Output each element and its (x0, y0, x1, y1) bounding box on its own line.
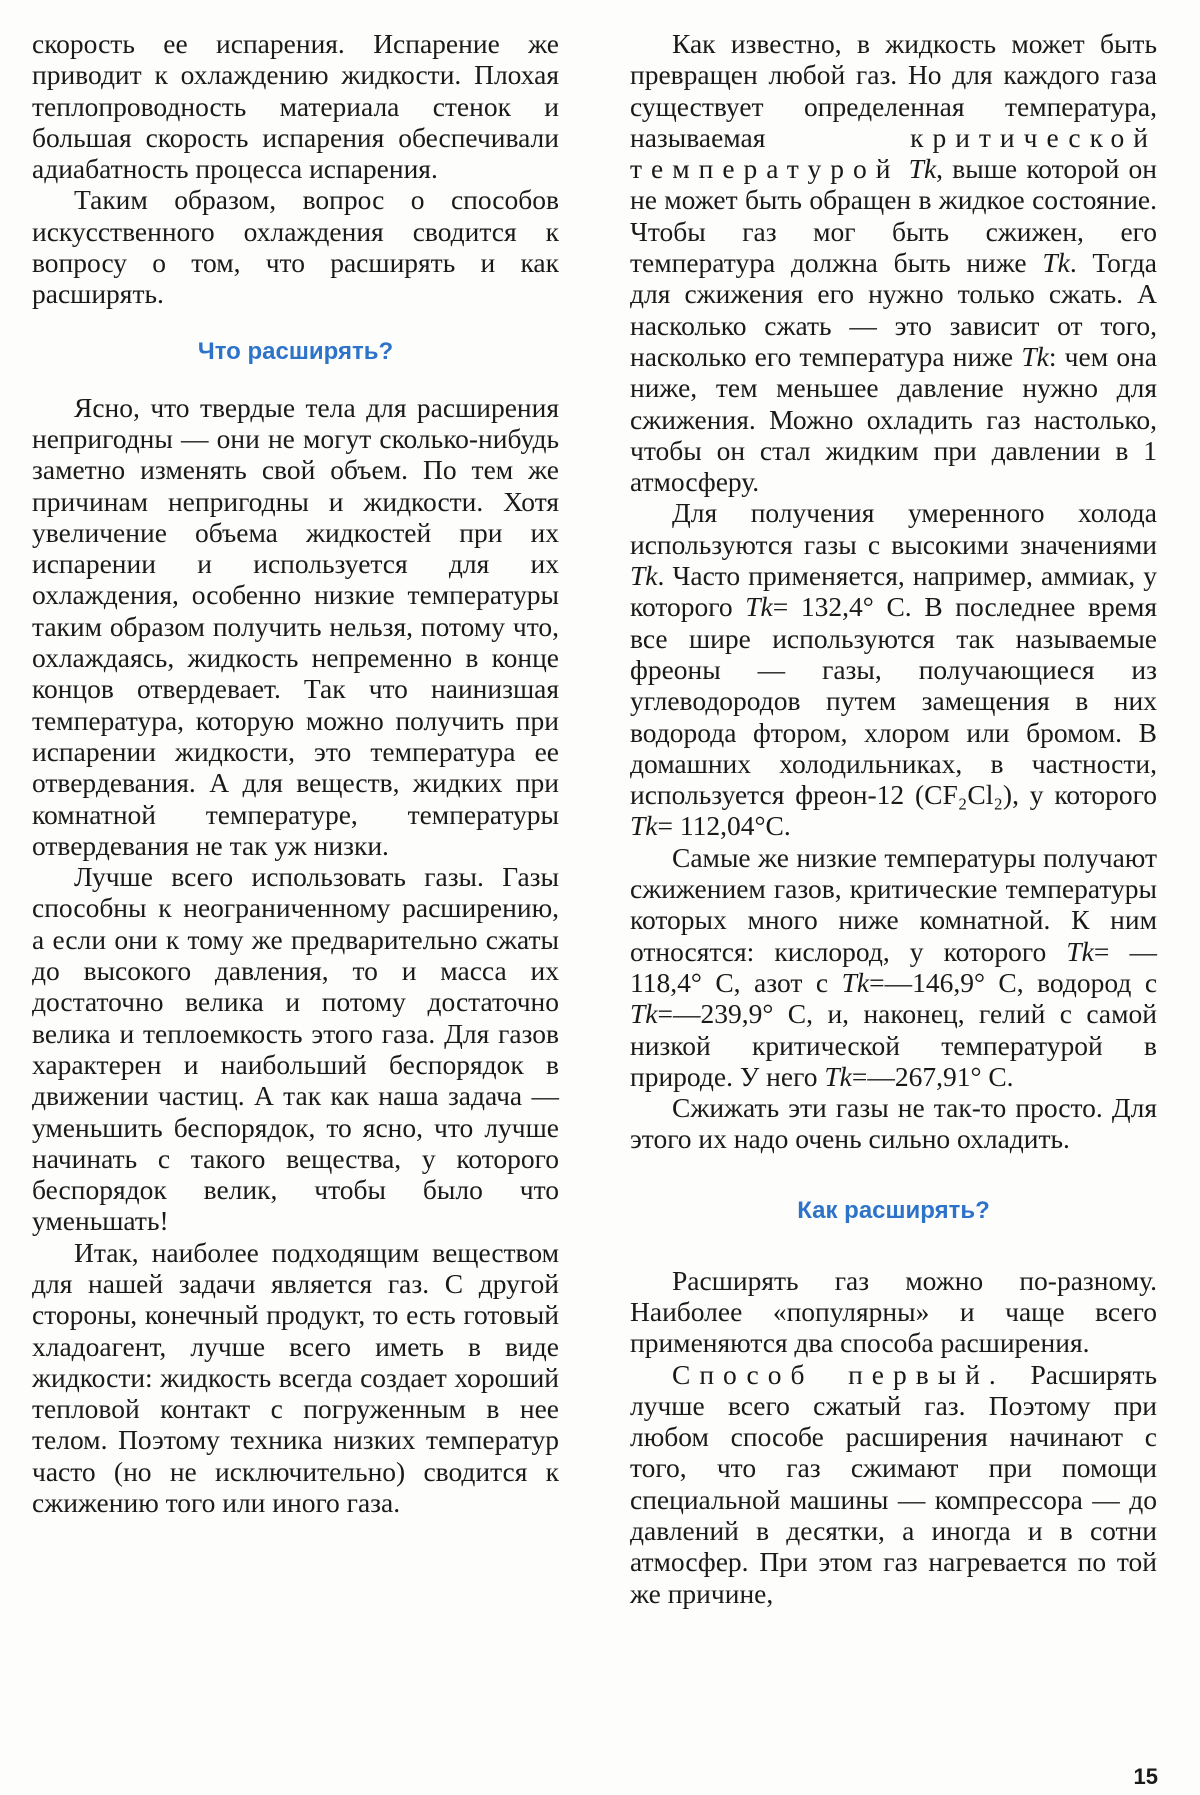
text-run: , выше которой он не может быть обращен в жидкое состояние. Чтобы газ мог быть сжижен, его температура должна быть ниже (630, 153, 1157, 279)
paragraph-solids: Ясно, что твердые тела для расширения непригодны — они не могут сколько-нибудь заметно изменять свой объем. По тем же причинам непригодны и жидкости. Хотя увеличение объема жидкостей при их испарении и используется для их охлаждения, особенно низкие температуры таким образом получить нельзя, потому что, охлаждаясь, жидкость непременно в конце концов отвердевает. Так что наинизшая температура, которую можно получить при испарении жидкости, это температура ее отвердевания. А для веществ, жидких при комнатной температуре, температуры отвердевания не так уж низки. (32, 391, 559, 861)
heading-what-to-expand: Что расширять? (197, 337, 394, 365)
symbol-tk: Tk (841, 966, 870, 998)
label-first-method: Способ первый. (672, 1358, 1005, 1390)
text-run: = 112,04°C. (657, 810, 791, 842)
text-run: = 132,4° C. В последнее время все шире используются так называемые фреоны — газы, получающиеся из углеводородов путем замещения в них водорода фтором, хлором или бромом. В домашних холодильниках, в частности, используется фреон-12 (CF₂Cl₂), у которого (630, 591, 1157, 811)
text-run: . Часто применяется, например, аммиак, у которого (630, 560, 1157, 623)
symbol-tk: Tk (908, 153, 937, 185)
symbol-tk: Tk (630, 810, 658, 842)
paragraph-moderate (630, 497, 1157, 841)
text-run: : чем она ниже, тем меньшее давление нужно для сжижения. Можно охладить газ настолько, чтобы он стал жидким при давлении в 1 атмосферу. (630, 340, 1157, 498)
paragraph-lowest (630, 842, 1157, 1092)
paragraph-thus: Таким образом, вопрос о способов искусственного охлаждения сводится к вопросу о том, что расширять и как расширять. (32, 184, 559, 310)
symbol-tk: Tk (630, 560, 658, 592)
symbol-tk: Tk (630, 998, 658, 1030)
paragraph-known (630, 28, 1157, 497)
paragraph-gases: Лучше всего использовать газы. Газы способны к неограниченному расширению, а если они к тому же предварительно сжаты до высокого давления, то и масса их достаточно велика и потому достаточно велика и теплоемкость этого газа. Для газов характерен и наибольший беспорядок в движении частиц. А так как наша задача — уменьшить беспорядок, то ясно, что лучше начинать с такого вещества, у которого беспорядок велик, чтобы было что уменьшать! (32, 861, 559, 1237)
text-run: =—239,9° C, и, наконец, гелий с самой низкой критической температурой в природе. У него (630, 998, 1157, 1092)
symbol-tk: Tk (1066, 935, 1094, 967)
text-run: =—267,91° C. (851, 1060, 1014, 1092)
symbol-tk: Tk (745, 591, 773, 623)
paragraph-ways: Расширять газ можно по-разному. Наиболее «популярны» и чаще всего применяются два способа расширения. (630, 1264, 1157, 1359)
text-run: . Тогда для сжижения его нужно только сжать. А насколько сжать — это зависит от того, насколько его температура ниже (630, 247, 1158, 372)
term-critical-temperature: критической температурой (630, 121, 1157, 185)
left-column (32, 28, 559, 1518)
paragraph-so: Итак, наиболее подходящим веществом для нашей задачи является газ. С другой стороны, конечный продукт, то есть готовый хладоагент, лучше всего иметь в виде жидкости: жидкость всегда создает хороший тепловой контакт с погруженным в нее телом. Поэтому техника низких температур часто (но не исключительно) сводится к сжижению того или иного газа. (32, 1236, 559, 1519)
text-run: Расширять лучше всего сжатый газ. Поэтому при любом способе расширения начинают с того, что газ сжимают при помощи специальной машины — компрессора — до давлений в десятки, а иногда и в сотни атмосфер. При этом газ нагревается по той же причине, (630, 1358, 1158, 1609)
paragraph-first-method (630, 1359, 1157, 1609)
paragraph-compress: Сжижать эти газы не так-то просто. Для этого их надо очень сильно охладить. (630, 1092, 1157, 1155)
text-run: Как известно, в жидкость может быть превращен любой газ. Но для каждого газа существует определенная температура, называемая (630, 28, 1157, 153)
right-column (630, 28, 1157, 1609)
heading-how-to-expand: Как расширять? (797, 1196, 990, 1224)
symbol-tk: Tk (824, 1060, 852, 1092)
symbol-tk: Tk (1042, 247, 1070, 279)
paragraph-intro: скорость ее испарения. Испарение же приводит к охлаждению жидкости. Плохая теплопроводность материала стенок и большая скорость испарения обеспечивали адиабатность процесса испарения. (32, 28, 559, 185)
page-number: 15 (1133, 1764, 1158, 1789)
text-run: Для получения умеренного холода используются газы с высокими значениями (630, 497, 1157, 560)
text-run: = — 118,4° C, азот с (630, 935, 1157, 998)
symbol-tk: Tk (1021, 340, 1049, 372)
text-run: Самые же низкие температуры получают сжижением газов, критические температуры которых много ниже комнатной. К ним относятся: кислород, у которого (630, 841, 1157, 967)
text-run: =—146,9° C, водород с (869, 966, 1158, 998)
